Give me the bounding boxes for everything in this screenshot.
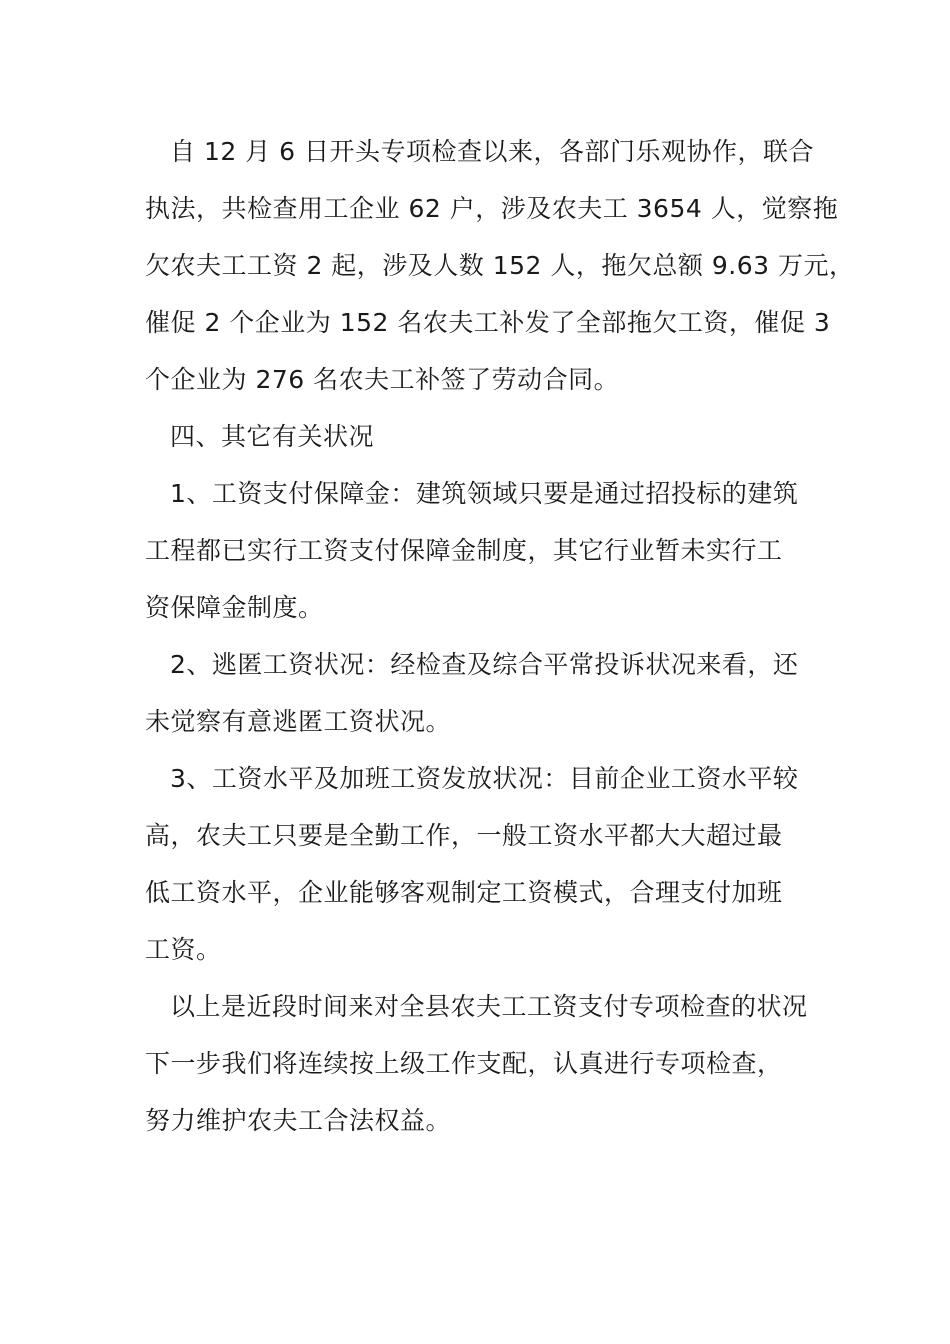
paragraph-1-line-1: 自 12 月 6 日开头专项检查以来，各部门乐观协作，联合 <box>170 137 815 166</box>
conclusion-line-2: 下一步我们将连续按上级工作支配，认真进行专项检查， <box>145 1049 783 1078</box>
item-3-line-1: 3、工资水平及加班工资发放状况：目前企业工资水平较 <box>170 764 799 793</box>
section-heading-4: 四、其它有关状况 <box>170 422 375 451</box>
item-3-line-4: 工资。 <box>145 935 222 964</box>
conclusion-line-3: 努力维护农夫工合法权益。 <box>145 1106 452 1135</box>
conclusion-line-1: 以上是近段时间来对全县农夫工工资支付专项检查的状况 <box>170 992 808 1021</box>
item-2-line-1: 2、逃匿工资状况：经检查及综合平常投诉状况来看，还 <box>170 650 799 679</box>
item-2-line-2: 未觉察有意逃匿工资状况。 <box>145 707 452 736</box>
item-1-line-3: 资保障金制度。 <box>145 593 324 622</box>
paragraph-1-line-2: 执法，共检查用工企业 62 户，涉及农夫工 3654 人，觉察拖 <box>145 194 839 223</box>
item-1-line-1: 1、工资支付保障金：建筑领域只要是通过招投标的建筑 <box>170 479 799 508</box>
paragraph-1-line-4: 催促 2 个企业为 152 名农夫工补发了全部拖欠工资，催促 3 <box>145 308 831 337</box>
paragraph-1-line-5: 个企业为 276 名农夫工补签了劳动合同。 <box>145 365 620 394</box>
paragraph-1-line-3: 欠农夫工工资 2 起，涉及人数 152 人，拖欠总额 9.63 万元， <box>145 251 855 280</box>
item-3-line-2: 高，农夫工只要是全勤工作，一般工资水平都大大超过最 <box>145 821 783 850</box>
item-3-line-3: 低工资水平，企业能够客观制定工资模式，合理支付加班 <box>145 878 783 907</box>
item-1-line-2: 工程都已实行工资支付保障金制度，其它行业暂未实行工 <box>145 536 783 565</box>
